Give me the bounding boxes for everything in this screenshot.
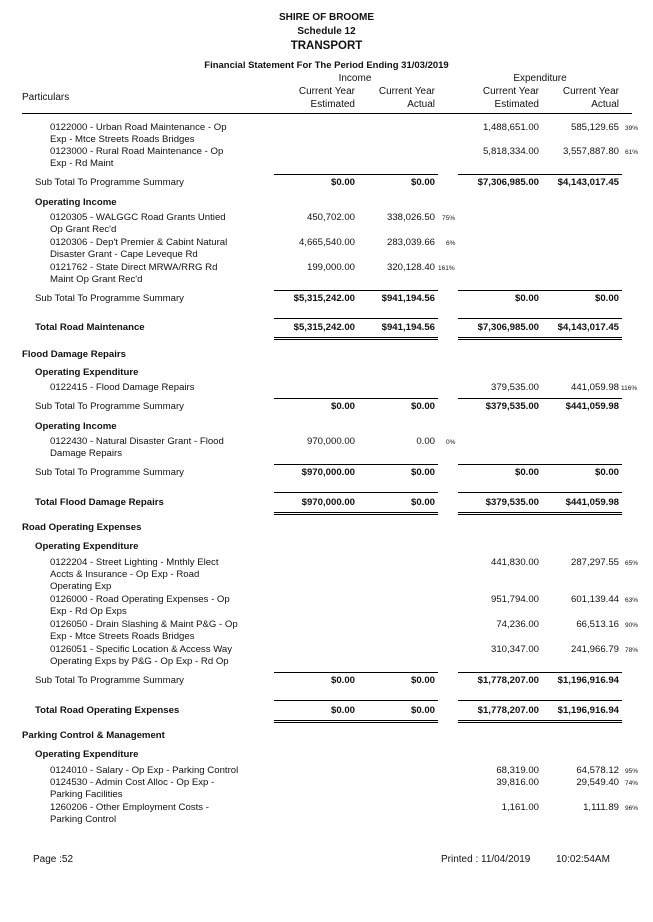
exp-actual-cell: 585,129.65 <box>570 122 619 133</box>
subsection-heading: Operating Expenditure <box>35 367 139 378</box>
subsection-heading: Operating Expenditure <box>35 749 139 760</box>
exp-actual-cell: 1,111.89 <box>583 802 619 813</box>
subtotal-inc-act: $941,194.56 <box>381 293 435 304</box>
table-row-desc: 0122204 - Street Lighting - Mnthly Elect Accts & Insurance - Op Exp - Road Operating Exp <box>50 557 219 592</box>
subtotal-rule-expenditure <box>458 464 622 465</box>
total-exp-est: $379,535.00 <box>485 497 539 508</box>
table-row-desc: 0122000 - Urban Road Maintenance - Op Exp - Mtce Streets Roads Bridges <box>50 122 227 145</box>
subtotal-rule-income <box>274 174 438 175</box>
printed-date: Printed : 11/04/2019 <box>441 854 531 865</box>
subtotal-exp-act: $0.00 <box>594 467 619 478</box>
exp-actual-cell: 29,549.40 <box>576 777 619 788</box>
particulars-header: Particulars <box>22 92 70 103</box>
exp-percent-cell: 39% <box>625 125 639 132</box>
table-row-desc: 0122430 - Natural Disaster Grant - Flood Damage Repairs <box>50 436 224 459</box>
subtotal-inc-est: $0.00 <box>330 675 355 686</box>
table-row-desc: 1260206 - Other Employment Costs - Parking Control <box>50 802 209 825</box>
subtotal-inc-act: $0.00 <box>410 675 435 686</box>
org-name: SHIRE OF BROOME <box>278 12 374 23</box>
total-exp-est: $1,778,207.00 <box>477 705 539 716</box>
subtotal-inc-act: $0.00 <box>410 177 435 188</box>
col-income-actual-header: Current Year Actual <box>378 86 435 110</box>
subtotal-exp-est: $1,778,207.00 <box>477 675 539 686</box>
subtotal-exp-est: $7,306,985.00 <box>477 177 539 188</box>
subtotal-exp-est: $0.00 <box>514 293 539 304</box>
exp-estimated-cell: 39,816.00 <box>496 777 539 788</box>
table-row-desc: 0126000 - Road Operating Expenses - Op Exp - Rd Op Exps <box>50 594 230 617</box>
total-double-rule-expenditure <box>458 337 622 340</box>
inc-percent-cell: 161% <box>438 265 455 272</box>
exp-actual-cell: 287,297.55 <box>570 557 619 568</box>
table-row-desc: 0126051 - Specific Location & Access Way Operating Exps by P&G - Op Exp - Rd Op <box>50 644 233 667</box>
subtotal-rule-income <box>274 290 438 291</box>
subtotal-label: Sub Total To Programme Summary <box>35 675 184 686</box>
subtotal-rule-income <box>274 672 438 673</box>
inc-actual-cell: 283,039.66 <box>386 237 435 248</box>
exp-percent-cell: 96% <box>625 805 639 812</box>
total-double-rule-income <box>274 512 438 515</box>
exp-estimated-cell: 5,818,334.00 <box>482 146 539 157</box>
exp-actual-cell: 241,966.79 <box>570 644 619 655</box>
table-row-desc: 0124010 - Salary - Op Exp - Parking Control <box>50 765 239 776</box>
total-exp-est: $7,306,985.00 <box>477 322 539 333</box>
inc-percent-cell: 75% <box>442 215 456 222</box>
total-label: Total Flood Damage Repairs <box>35 497 164 508</box>
exp-actual-cell: 3,557,887.80 <box>562 146 619 157</box>
exp-estimated-cell: 1,161.00 <box>501 802 539 813</box>
section-heading-road-operating: Road Operating Expenses <box>22 522 142 533</box>
exp-estimated-cell: 441,830.00 <box>490 557 539 568</box>
col-expenditure-estimated-header: Current Year Estimated <box>482 86 539 110</box>
total-exp-act: $4,143,017.45 <box>557 322 619 333</box>
total-double-rule-expenditure <box>458 512 622 515</box>
table-row-desc: 0120306 - Dep't Premier & Cabint Natural Disaster Grant - Cape Leveque Rd <box>50 237 228 260</box>
total-inc-est: $5,315,242.00 <box>293 322 355 333</box>
exp-actual-cell: 64,578.12 <box>576 765 619 776</box>
exp-estimated-cell: 74,236.00 <box>496 619 539 630</box>
total-inc-act: $0.00 <box>410 705 435 716</box>
table-row-desc: 0126050 - Drain Slashing & Maint P&G - Op Exp - Mtce Streets Roads Bridges <box>50 619 238 642</box>
subtotal-exp-est: $379,535.00 <box>485 401 539 412</box>
exp-percent-cell: 61% <box>625 149 639 156</box>
total-double-rule-income <box>274 337 438 340</box>
subtotal-inc-est: $0.00 <box>330 401 355 412</box>
exp-percent-cell: 116% <box>621 385 638 392</box>
subtotal-label: Sub Total To Programme Summary <box>35 293 184 304</box>
subtotal-label: Sub Total To Programme Summary <box>35 401 184 412</box>
subtotal-exp-act: $4,143,017.45 <box>557 177 619 188</box>
subtotal-inc-est: $5,315,242.00 <box>293 293 355 304</box>
subtotal-inc-act: $0.00 <box>410 401 435 412</box>
total-exp-act: $1,196,916.94 <box>557 705 619 716</box>
exp-actual-cell: 66,513.16 <box>576 619 619 630</box>
inc-estimated-cell: 970,000.00 <box>306 436 355 447</box>
subtotal-rule-expenditure <box>458 290 622 291</box>
total-rule-expenditure <box>458 492 622 493</box>
subtotal-exp-act: $441,059.98 <box>565 401 619 412</box>
table-row-desc: 0120305 - WALGGC Road Grants Untied Op Grant Rec'd <box>50 212 226 235</box>
total-rule-expenditure <box>458 318 622 319</box>
exp-percent-cell: 65% <box>625 560 639 567</box>
table-row-desc: 0123000 - Rural Road Maintenance - Op Exp - Rd Maint <box>50 146 224 169</box>
subtotal-label: Sub Total To Programme Summary <box>35 177 184 188</box>
inc-percent-cell: 0% <box>446 439 456 446</box>
period-label: Financial Statement For The Period Ending 31/03/2019 <box>204 60 449 71</box>
total-exp-act: $441,059.98 <box>565 497 619 508</box>
exp-estimated-cell: 379,535.00 <box>490 382 539 393</box>
inc-actual-cell: 0.00 <box>416 436 435 447</box>
total-rule-expenditure <box>458 700 622 701</box>
page-number: Page :52 <box>33 854 74 865</box>
subtotal-inc-est: $0.00 <box>330 177 355 188</box>
subsection-heading: Operating Expenditure <box>35 541 139 552</box>
subtotal-rule-income <box>274 464 438 465</box>
exp-actual-cell: 601,139.44 <box>570 594 619 605</box>
exp-percent-cell: 63% <box>625 597 639 604</box>
printed-time: 10:02:54AM <box>556 854 610 865</box>
subsection-heading: Operating Income <box>35 421 117 432</box>
total-rule-income <box>274 700 438 701</box>
table-row-desc: 0124530 - Admin Cost Alloc - Op Exp - Parking Facilities <box>50 777 215 800</box>
table-row-desc: 0121762 - State Direct MRWA/RRG Rd Maint Op Grant Rec'd <box>50 262 218 285</box>
inc-percent-cell: 6% <box>446 240 456 247</box>
subtotal-rule-expenditure <box>458 174 622 175</box>
inc-actual-cell: 338,026.50 <box>386 212 435 223</box>
exp-percent-cell: 90% <box>625 622 639 629</box>
total-label: Total Road Operating Expenses <box>35 705 180 716</box>
subtotal-label: Sub Total To Programme Summary <box>35 467 184 478</box>
income-group-label: Income <box>338 73 372 84</box>
exp-percent-cell: 95% <box>625 768 639 775</box>
exp-estimated-cell: 951,794.00 <box>490 594 539 605</box>
total-rule-income <box>274 492 438 493</box>
exp-estimated-cell: 310,347.00 <box>490 644 539 655</box>
exp-actual-cell: 441,059.98 <box>570 382 619 393</box>
inc-estimated-cell: 199,000.00 <box>306 262 355 273</box>
total-inc-est: $0.00 <box>330 705 355 716</box>
subsection-heading: Operating Income <box>35 197 117 208</box>
total-inc-act: $941,194.56 <box>381 322 435 333</box>
subtotal-inc-act: $0.00 <box>410 467 435 478</box>
exp-percent-cell: 78% <box>625 647 639 654</box>
subtotal-rule-expenditure <box>458 398 622 399</box>
subtotal-exp-act: $1,196,916.94 <box>557 675 619 686</box>
table-row-desc: 0122415 - Flood Damage Repairs <box>50 382 195 393</box>
exp-estimated-cell: 1,488,651.00 <box>482 122 539 133</box>
inc-actual-cell: 320,128.40 <box>386 262 435 273</box>
inc-estimated-cell: 450,702.00 <box>306 212 355 223</box>
total-rule-income <box>274 318 438 319</box>
exp-percent-cell: 74% <box>625 780 639 787</box>
section-heading-parking: Parking Control & Management <box>22 730 165 741</box>
total-double-rule-expenditure <box>458 720 622 723</box>
expenditure-group-label: Expenditure <box>513 73 567 84</box>
subtotal-exp-est: $0.00 <box>514 467 539 478</box>
subtotal-inc-est: $970,000.00 <box>301 467 355 478</box>
exp-estimated-cell: 68,319.00 <box>496 765 539 776</box>
section-heading-flood: Flood Damage Repairs <box>22 349 126 360</box>
subtotal-rule-expenditure <box>458 672 622 673</box>
subtotal-exp-act: $0.00 <box>594 293 619 304</box>
header-rule <box>22 113 632 114</box>
total-double-rule-income <box>274 720 438 723</box>
col-income-estimated-header: Current Year Estimated <box>298 86 355 110</box>
total-inc-act: $0.00 <box>410 497 435 508</box>
page-title: TRANSPORT <box>290 40 363 52</box>
schedule-label: Schedule 12 <box>297 26 356 37</box>
total-inc-est: $970,000.00 <box>301 497 355 508</box>
inc-estimated-cell: 4,665,540.00 <box>298 237 355 248</box>
col-expenditure-actual-header: Current Year Actual <box>562 86 619 110</box>
subtotal-rule-income <box>274 398 438 399</box>
total-label: Total Road Maintenance <box>35 322 145 333</box>
